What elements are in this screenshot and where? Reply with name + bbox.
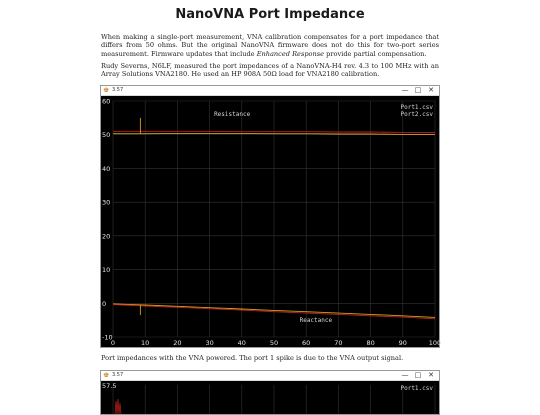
x-tick-label: 0 — [110, 339, 116, 347]
legend-entry: Port1.csv — [400, 104, 433, 111]
plot-window — [100, 85, 440, 348]
x-tick-label: 10 — [141, 339, 150, 347]
app-icon: ♚ — [103, 86, 110, 94]
plot-window-2 — [100, 370, 440, 415]
x-tick-label: 50 — [269, 339, 279, 347]
x-tick-label: 70 — [334, 339, 343, 347]
measurement-paragraph: Rudy Severns, N6LF, measured the port impedances of a NanoVNA-H4 rev. 4.3 to 100 MHz with an Array Solutions VNA2180. He used an HP 908A 50Ω load for VNA2180 calibration. — [101, 62, 439, 79]
window-title: 3.57 — [112, 87, 124, 93]
x-tick-label: 20 — [173, 339, 182, 347]
x-tick-label: 90 — [398, 339, 407, 347]
x-tick-label: 80 — [366, 339, 375, 347]
intro-paragraph — [101, 33, 439, 58]
annotation-resistance: Resistance — [214, 111, 251, 119]
legend-entry: Port1.csv — [400, 385, 433, 392]
y-tick-label: 40 — [102, 164, 111, 173]
y-tick-label: 30 — [102, 198, 111, 207]
window-title-2: 3.57 — [112, 372, 124, 378]
close-button[interactable]: ✕ — [428, 86, 434, 94]
figure-caption: Port impedances with the VNA powered. The port 1 spike is due to the VNA output signal. — [101, 354, 404, 362]
page-title: NanoVNA Port Impedance — [175, 7, 365, 22]
annotation-reactance: Reactance — [299, 316, 333, 324]
window-titlebar-2[interactable] — [101, 371, 439, 381]
legend-entry: Port2.csv — [400, 111, 433, 118]
maximize-button-2[interactable]: □ — [414, 371, 422, 379]
maximize-button[interactable]: □ — [414, 86, 422, 94]
minimize-button[interactable]: — — [401, 86, 409, 94]
intro-text: When making a single-port measurement, VNA calibration compensates for a port impedance that differs from 50 ohms. But the original NanoVNA firmware does not do this for two-port series measurement. Firmware updates that include Enhanced Response provide partial compensation. — [101, 33, 439, 58]
y-tick-label: 10 — [102, 266, 111, 275]
y-tick-label: 57.5 — [102, 382, 117, 390]
series-line — [115, 399, 121, 414]
app-icon-2: ♚ — [103, 371, 110, 379]
window-titlebar[interactable] — [101, 86, 439, 96]
y-tick-label: 50 — [102, 131, 111, 140]
y-tick-label: -10 — [102, 333, 113, 342]
impedance-chart-svg — [101, 96, 442, 347]
close-button-2[interactable]: ✕ — [428, 371, 434, 379]
x-tick-label: 40 — [237, 339, 246, 347]
x-tick-label: 60 — [302, 339, 311, 347]
x-tick-label: 100 — [428, 339, 442, 347]
y-tick-label: 20 — [102, 232, 111, 241]
x-tick-label: 30 — [205, 339, 214, 347]
minimize-button-2[interactable]: — — [401, 371, 409, 379]
impedance-chart — [101, 96, 442, 347]
y-tick-label: 0 — [102, 299, 107, 308]
chart-2 — [101, 381, 439, 414]
enhanced-response-term: Enhanced Response — [256, 49, 325, 58]
chart-2-svg — [101, 381, 439, 414]
y-tick-label: 60 — [102, 97, 111, 106]
